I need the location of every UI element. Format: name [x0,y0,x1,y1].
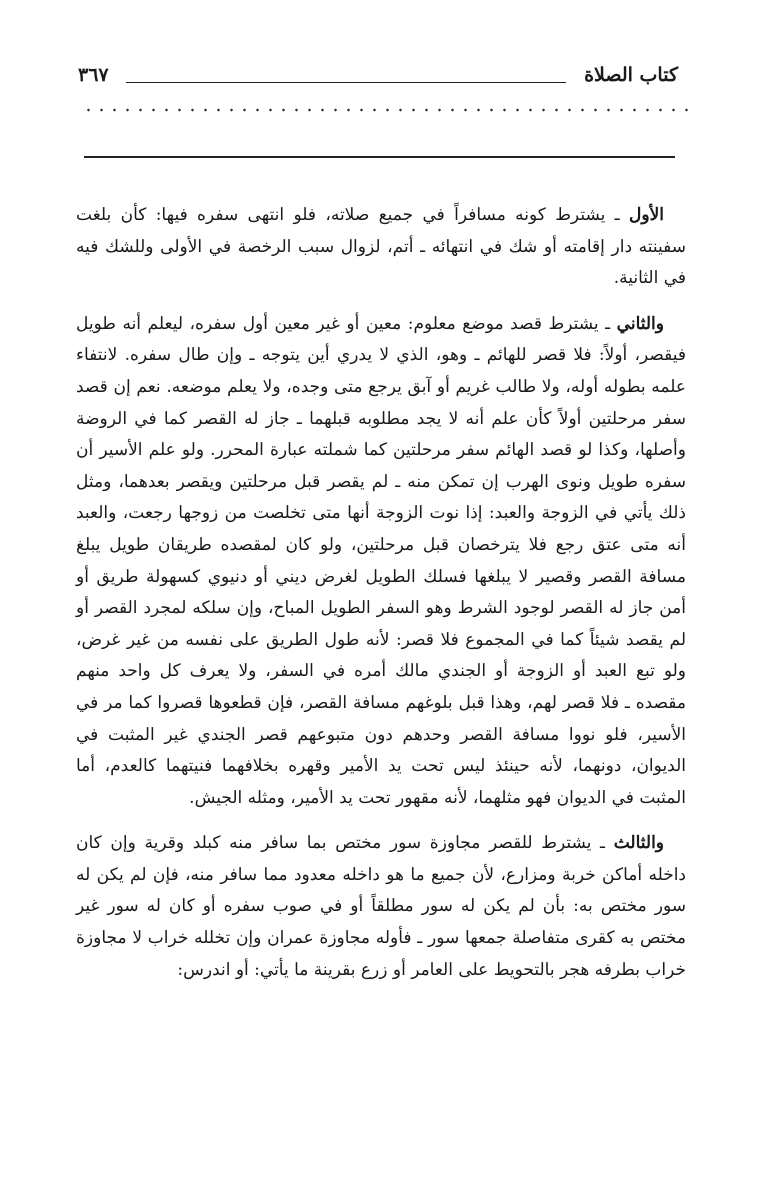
paragraph-text: ـ يشترط كونه مسافراً في جميع صلاته، فلو انتهى سفره فيها: كأن بلغت سفينته دار إقامته أو شك في انتهائه ـ أتم، لزوال سبب الرخصة في الأولى وللشك فيه في الثانية. [76,205,686,289]
paragraph-first-condition [76,200,686,295]
header-rule [126,82,566,83]
paragraph-third-condition [76,828,686,986]
page-number: ٣٦٧ [78,64,109,86]
page-header [78,64,678,104]
dotted-divider [82,106,688,114]
paragraph-lead: والثاني [616,313,664,334]
running-title: كتاب الصلاة [584,64,678,86]
solid-divider [84,156,675,158]
body-text [76,200,686,1000]
paragraph-text: ـ يشترط للقصر مجاوزة سور مختص بما سافر منه كبلد وقرية وإن كان داخله أماكن خربة ومزارع، لأن جميع ما هو داخله معدود مما سافر منه، فإن لم يكن له سور مختص به: بأن لم يكن له سور مطلقاً أو في صوب سفره أو كان له سور غير مختص به كقرى متفاصلة جمعها سور ـ فأوله مجاوزة عمران وإن تخلله خراب لا مجاوزة خراب بطرفه هجر بالتحويط على العامر أو زرع بقرينة ما يأتي: أو اندرس: [76,833,686,980]
paragraph-second-condition [76,309,686,815]
paragraph-lead: الأول [629,205,664,225]
paragraph-lead: والثالث [613,833,664,854]
paragraph-text: ـ يشترط قصد موضع معلوم: معين أو غير معين أول سفره، ليعلم أنه طويل فيقصر، أولاً: فلا قصر للهائم ـ وهو، الذي لا يدري أين يتوجه ـ وإن طال سفره. لانتفاء علمه بطوله أوله، ولا طالب غريم أو آبق يرجع متى وجده، ولا يعلم موضعه. نعم إن قصد سفر مرحلتين أولاً كأن علم أنه لا يجد مطلوبه قبلهما ـ جاز له القصر كما في الروضة وأصلها، وكذا لو قصد الهائم سفر مرحلتين كما شملته عبارة المحرر. ولو علم الأسير أن سفره طويل ونوى الهرب إن تمكن منه ـ لم يقصر قبل مرحلتين ويقصر بعدهما، ومثل ذلك يأتي في الزوجة والعبد: إذا نوت الزوجة أنها متى تخلصت من زوجها رجعت، والعبد أنه متى عتق رجع فلا يترخصان قبل مرحلتين، ولو كان لمقصده طريقان طويل يبلغ مسافة القصر وقصير لا يبلغها فسلك الطويل لغرض ديني أو دنيوي كسهولة طريق أو أمن جاز له القصر لوجود الشرط وهو السفر الطويل المباح، وإن سلكه لمجرد القصر أو لم يقصد شيئاً كما في المجموع فلا قصر: لأنه طول الطريق على نفسه من غير غرض، ولو تبع العبد أو الزوجة أو الجندي مالك أمره في السفر، ولا يعرف كل واحد منهم مقصده ـ فلا قصر لهم، وهذا قبل بلوغهم مسافة القصر، فإن قطعوها قصروا كما مر في الأسير، فلو نووا مسافة القصر وحدهم دون متبوعهم قصر الجندي غير المثبت في الديوان، دونهما، لأنه حينئذ ليس تحت يد الأمير وقهره بخلافهما فنيتهما كالعدم، أما المثبت في الديوان فهو مثلهما، لأنه مقهور تحت يد الأمير، ومثله الجيش. [76,313,686,808]
